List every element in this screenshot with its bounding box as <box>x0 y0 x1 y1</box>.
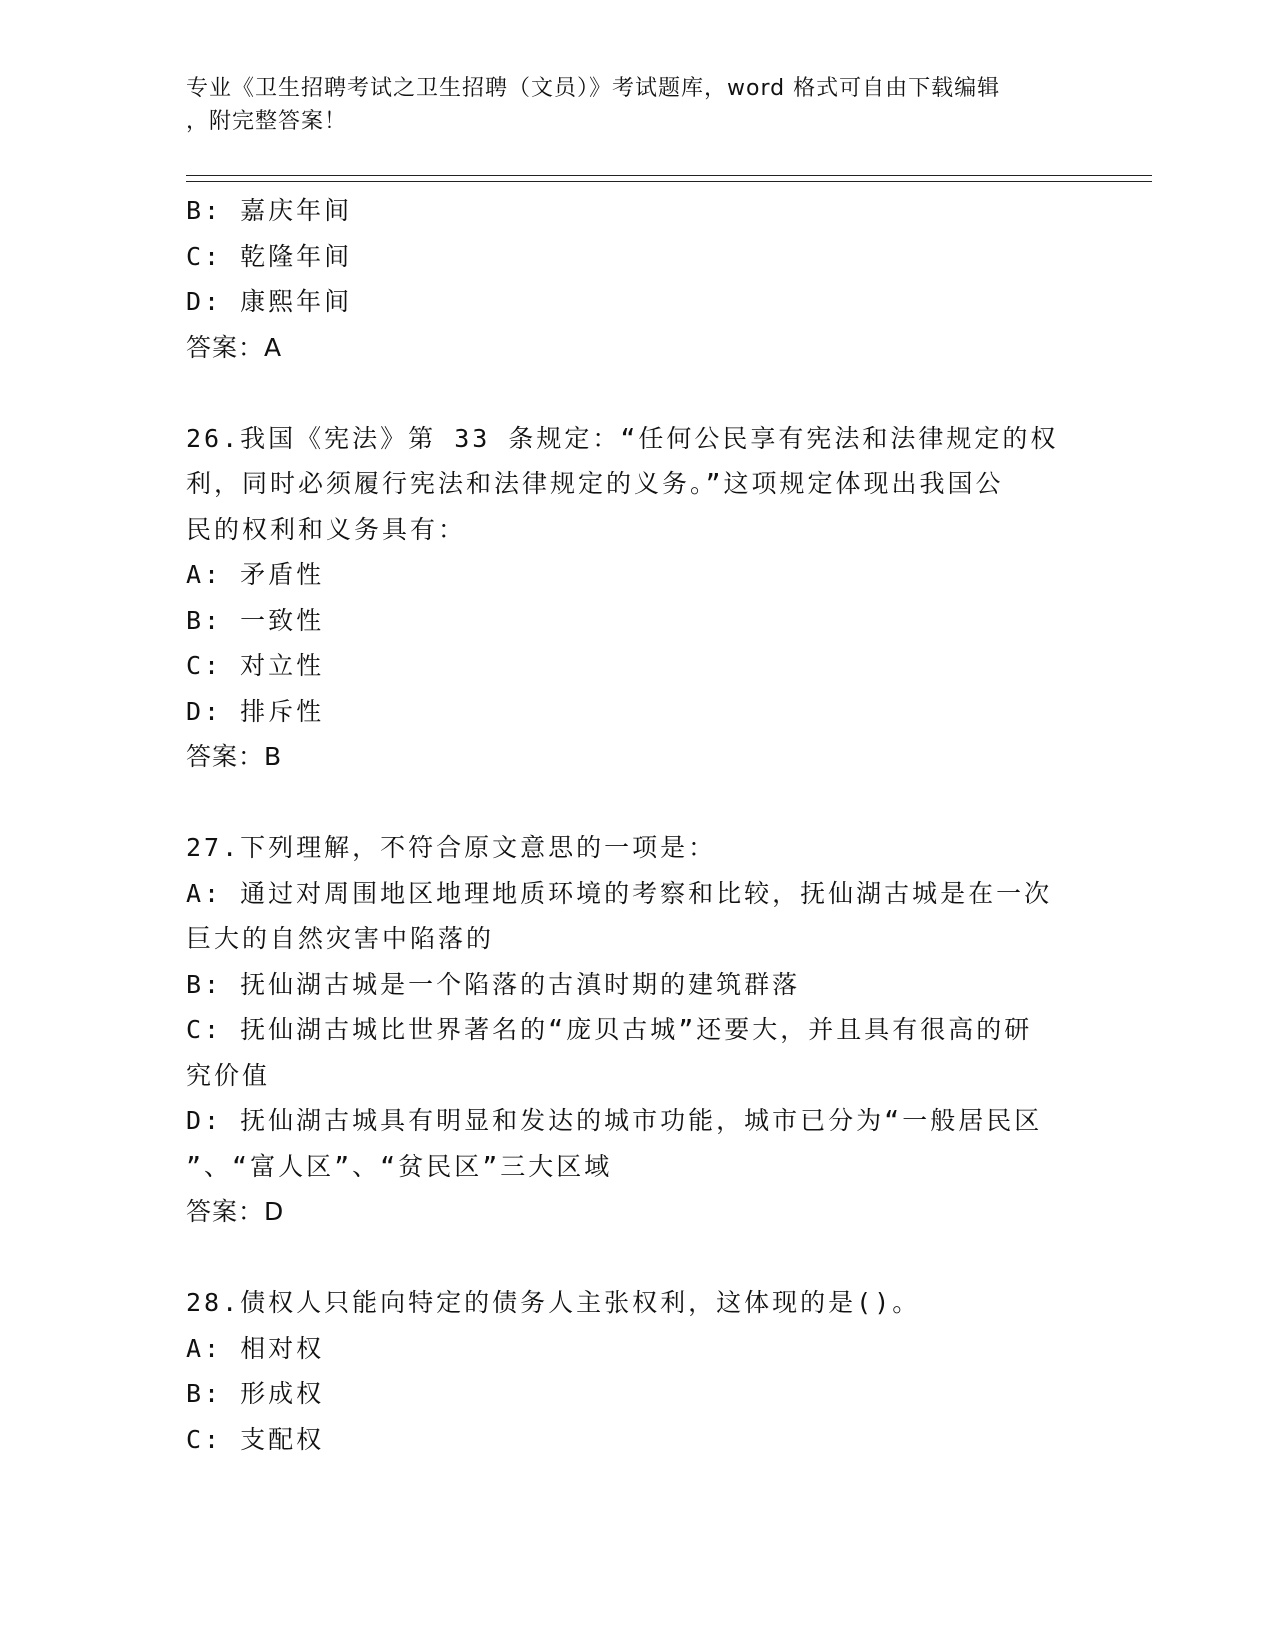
answer-line: 答案：B <box>186 742 283 771</box>
header-rule-bottom <box>186 181 1152 182</box>
document-header <box>186 72 1066 138</box>
header-line-1: 专业《卫生招聘考试之卫生招聘（文员）》考试题库，word 格式可自由下载编辑 <box>186 76 1001 101</box>
answer-line: 答案：A <box>186 332 283 362</box>
option-b: B: 一致性 <box>186 605 325 635</box>
question-stem: 26.我国《宪法》第 33 条规定：“任何公民享有宪法和法律规定的权 <box>186 423 1059 453</box>
option-a-continued: 巨大的自然灾害中陷落的 <box>186 924 495 953</box>
option-c: C: 对立性 <box>186 651 325 680</box>
option-a: A: 矛盾性 <box>186 560 325 589</box>
answer-line: 答案：D <box>186 1197 285 1226</box>
question-26 <box>186 416 1086 780</box>
option-a: A: 通过对周围地区地理地质环境的考察和比较，抚仙湖古城是在一次 <box>186 878 1053 908</box>
option-c-continued: 究价值 <box>186 1060 271 1090</box>
option-d: D: 抚仙湖古城具有明显和发达的城市功能，城市已分为“一般居民区 <box>186 1106 1043 1135</box>
spacer <box>186 780 1086 826</box>
option-a: A: 相对权 <box>186 1333 325 1363</box>
option-b: B: 形成权 <box>186 1379 325 1408</box>
option-c: C: 支配权 <box>186 1424 325 1454</box>
spacer <box>186 1235 1086 1281</box>
option-c: C: 乾隆年间 <box>186 241 353 271</box>
question-content <box>186 188 1086 1462</box>
option-c: C: 抚仙湖古城比世界著名的“庞贝古城”还要大，并且具有很高的研 <box>186 1015 1033 1044</box>
option-d: D: 康熙年间 <box>186 287 353 316</box>
question-stem: 28.债权人只能向特定的债务人主张权利，这体现的是()。 <box>186 1288 921 1317</box>
option-b: B: 抚仙湖古城是一个陷落的古滇时期的建筑群落 <box>186 969 801 999</box>
spacer <box>186 370 1086 416</box>
question-stem: 利，同时必须履行宪法和法律规定的义务。”这项规定体现出我国公 <box>186 469 1004 498</box>
question-27 <box>186 825 1086 1235</box>
option-d: D: 排斥性 <box>186 696 325 726</box>
question-stem: 27.下列理解，不符合原文意思的一项是： <box>186 833 717 862</box>
prev-question <box>186 188 1086 370</box>
question-stem: 民的权利和义务具有： <box>186 514 467 544</box>
option-d-continued: ”、“富人区”、“贫民区”三大区域 <box>186 1151 613 1181</box>
header-line-2: ，附完整答案！ <box>186 109 348 134</box>
option-b: B: 嘉庆年间 <box>186 196 353 225</box>
header-rule-top <box>186 175 1152 176</box>
question-28 <box>186 1280 1086 1462</box>
